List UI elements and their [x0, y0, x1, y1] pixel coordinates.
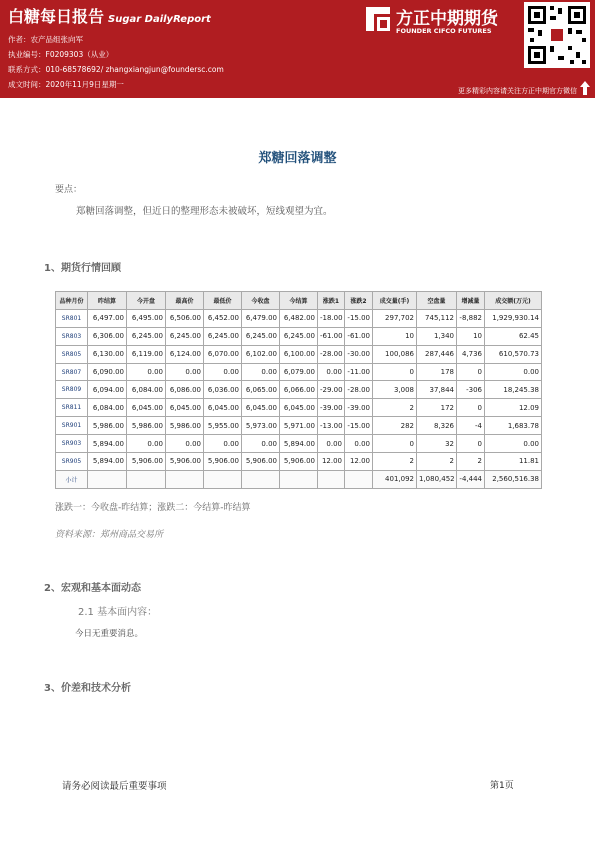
table-cell: -15.00 [345, 309, 373, 327]
table-cell: 6,482.00 [280, 309, 318, 327]
total-cell: 2,560,516.38 [485, 470, 542, 488]
total-cell: 401,092 [373, 470, 417, 488]
table-cell: 287,446 [417, 345, 457, 363]
table-cell: 6,306.00 [88, 327, 127, 345]
table-cell: 6,102.00 [242, 345, 280, 363]
table-row [56, 453, 542, 471]
table-cell: 5,894.00 [88, 453, 127, 471]
report-header [0, 0, 595, 98]
table-row [56, 399, 542, 417]
column-header: 品种月份 [56, 292, 88, 310]
table-cell: 0.00 [318, 435, 345, 453]
contract-code: SR807 [56, 363, 88, 381]
company-logo [364, 4, 512, 38]
table-cell: 0 [457, 399, 485, 417]
table-cell: 5,906.00 [204, 453, 242, 471]
table-cell: -8,882 [457, 309, 485, 327]
total-cell: -4,444 [457, 470, 485, 488]
table-cell: 178 [417, 363, 457, 381]
column-header: 今结算 [280, 292, 318, 310]
table-cell: 6,065.00 [242, 381, 280, 399]
table-cell: 5,906.00 [127, 453, 166, 471]
table-row [56, 327, 542, 345]
table-cell: 6,245.00 [242, 327, 280, 345]
table-cell: 10 [373, 327, 417, 345]
contract-code: SR803 [56, 327, 88, 345]
table-cell: 6,497.00 [88, 309, 127, 327]
table-cell: 0 [457, 363, 485, 381]
total-cell [280, 470, 318, 488]
report-title: 白糖每日报告 Sugar DailyReport [8, 7, 211, 26]
key-points-label: 要点： [55, 185, 83, 195]
table-cell: 3,008 [373, 381, 417, 399]
logo-text-en: FOUNDER CIFCO FUTURES [396, 27, 492, 35]
total-cell [127, 470, 166, 488]
table-cell: 37,844 [417, 381, 457, 399]
logo-text-cn: 方正中期期货 [396, 9, 498, 29]
column-header: 涨跌1 [318, 292, 345, 310]
table-cell: 6,495.00 [127, 309, 166, 327]
table-cell: 5,906.00 [166, 453, 204, 471]
table-cell: 5,986.00 [88, 417, 127, 435]
table-cell: 6,506.00 [166, 309, 204, 327]
table-cell: 0.00 [242, 435, 280, 453]
table-cell: -18.00 [318, 309, 345, 327]
table-cell: 0 [373, 435, 417, 453]
table-cell: 11.81 [485, 453, 542, 471]
contract-code: SR801 [56, 309, 88, 327]
contact-line: 联系方式：010-68578692/ zhangxiangjun@foundersc.com [8, 65, 224, 74]
table-cell: 610,570.73 [485, 345, 542, 363]
table-cell: 4,736 [457, 345, 485, 363]
futures-quote-table [55, 291, 542, 489]
table-row [56, 381, 542, 399]
table-cell: 100,086 [373, 345, 417, 363]
table-cell: 6,245.00 [166, 327, 204, 345]
table-row [56, 435, 542, 453]
logo-mark-icon [364, 5, 392, 33]
table-cell: 282 [373, 417, 417, 435]
table-cell: -28.00 [318, 345, 345, 363]
table-cell: 5,906.00 [280, 453, 318, 471]
table-cell: 6,119.00 [127, 345, 166, 363]
table-cell: -4 [457, 417, 485, 435]
report-subtitle: Sugar DailyReport [108, 14, 211, 25]
table-cell: 6,245.00 [204, 327, 242, 345]
table-cell: -306 [457, 381, 485, 399]
table-cell: 6,094.00 [88, 381, 127, 399]
table-cell: 0.00 [485, 435, 542, 453]
table-cell: 6,079.00 [280, 363, 318, 381]
table-cell: 18,245.38 [485, 381, 542, 399]
table-cell: -28.00 [345, 381, 373, 399]
column-header: 昨结算 [88, 292, 127, 310]
table-cell: 5,955.00 [204, 417, 242, 435]
contract-code: SR903 [56, 435, 88, 453]
table-cell: 12.00 [318, 453, 345, 471]
table-cell: 0.00 [127, 363, 166, 381]
license-line: 执业编号：F0209303（从业） [8, 50, 114, 59]
table-cell: -29.00 [318, 381, 345, 399]
table-row [56, 345, 542, 363]
total-cell [345, 470, 373, 488]
table-cell: 10 [457, 327, 485, 345]
table-cell: 32 [417, 435, 457, 453]
table-body [56, 309, 542, 488]
footer-disclaimer: 请务必阅读最后重要事项 [62, 781, 167, 792]
table-cell: 2 [457, 453, 485, 471]
table-cell: 5,906.00 [242, 453, 280, 471]
table-cell: 6,245.00 [280, 327, 318, 345]
table-row [56, 417, 542, 435]
column-header: 今收盘 [242, 292, 280, 310]
contract-code: SR809 [56, 381, 88, 399]
fundamentals-text: 今日无重要消息。 [75, 629, 144, 639]
table-cell: -61.00 [345, 327, 373, 345]
section-heading-macro: 2、宏观和基本面动态 [44, 583, 141, 594]
total-label: 小计 [56, 470, 88, 488]
table-cell: 0.00 [166, 363, 204, 381]
table-cell: 0.00 [345, 435, 373, 453]
table-cell: 6,245.00 [127, 327, 166, 345]
table-cell: 0.00 [127, 435, 166, 453]
total-cell: 1,080,452 [417, 470, 457, 488]
table-cell: 6,066.00 [280, 381, 318, 399]
table-cell: 6,479.00 [242, 309, 280, 327]
table-cell: 6,130.00 [88, 345, 127, 363]
column-header: 成交额(万元) [485, 292, 542, 310]
table-cell: -30.00 [345, 345, 373, 363]
table-cell: 5,973.00 [242, 417, 280, 435]
table-cell: -39.00 [345, 399, 373, 417]
table-row [56, 309, 542, 327]
total-cell [318, 470, 345, 488]
page-number: 第1页 [490, 781, 514, 791]
table-total-row [56, 470, 542, 488]
table-cell: 6,036.00 [204, 381, 242, 399]
table-cell: 0.00 [318, 363, 345, 381]
table-header-row [56, 292, 542, 310]
key-points-text: 郑糖回落调整，但近日的整理形态未被破坏，短线观望为宜。 [76, 206, 333, 217]
table-note: 涨跌一：今收盘-昨结算；涨跌二：今结算-昨结算 [55, 503, 251, 513]
table-cell: 2 [417, 453, 457, 471]
section-heading-futures: 1、期货行情回顾 [44, 263, 121, 274]
table-cell: 6,100.00 [280, 345, 318, 363]
contract-code: SR811 [56, 399, 88, 417]
total-cell [242, 470, 280, 488]
table-cell: -13.00 [318, 417, 345, 435]
table-cell: 1,340 [417, 327, 457, 345]
table-cell: -61.00 [318, 327, 345, 345]
table-cell: 6,452.00 [204, 309, 242, 327]
banner-note: 更多精彩内容请关注方正中期官方微信 [458, 87, 577, 95]
column-header: 最低价 [204, 292, 242, 310]
table-cell: 6,045.00 [280, 399, 318, 417]
column-header: 今开盘 [127, 292, 166, 310]
table-cell: 172 [417, 399, 457, 417]
table-cell: 12.00 [345, 453, 373, 471]
table-cell: 6,070.00 [204, 345, 242, 363]
table-cell: 6,086.00 [166, 381, 204, 399]
column-header: 空盘量 [417, 292, 457, 310]
data-source: 资料来源：郑州商品交易所 [55, 530, 164, 540]
table-cell: 0 [373, 363, 417, 381]
table-cell: 12.09 [485, 399, 542, 417]
table-cell: 6,045.00 [127, 399, 166, 417]
table-cell: 6,045.00 [166, 399, 204, 417]
contract-code: SR905 [56, 453, 88, 471]
table-cell: 5,894.00 [280, 435, 318, 453]
table-cell: 6,084.00 [88, 399, 127, 417]
column-header: 最高价 [166, 292, 204, 310]
table-cell: 8,326 [417, 417, 457, 435]
table-cell: -15.00 [345, 417, 373, 435]
table-cell: 1,929,930.14 [485, 309, 542, 327]
table-cell: 2 [373, 399, 417, 417]
column-header: 涨跌2 [345, 292, 373, 310]
contract-code: SR901 [56, 417, 88, 435]
total-cell [166, 470, 204, 488]
section-heading-technical: 3、价差和技术分析 [44, 683, 131, 694]
table-cell: 2 [373, 453, 417, 471]
table-cell: 1,683.78 [485, 417, 542, 435]
table-cell: -39.00 [318, 399, 345, 417]
table-cell: 5,986.00 [127, 417, 166, 435]
table-cell: 0.00 [166, 435, 204, 453]
table-cell: 6,045.00 [242, 399, 280, 417]
author-line: 作者：农产品组张向军 [8, 35, 83, 44]
column-header: 增减量 [457, 292, 485, 310]
table-cell: 5,986.00 [166, 417, 204, 435]
table-cell: 5,971.00 [280, 417, 318, 435]
table-row [56, 363, 542, 381]
table-cell: 6,084.00 [127, 381, 166, 399]
table-cell: 297,702 [373, 309, 417, 327]
table-cell: 0.00 [204, 435, 242, 453]
table-cell: -11.00 [345, 363, 373, 381]
qr-code-icon [524, 2, 590, 68]
table-cell: 6,045.00 [204, 399, 242, 417]
table-cell: 0.00 [204, 363, 242, 381]
date-line: 成文时间：2020年11月9日星期一 [8, 80, 124, 89]
column-header: 成交量(手) [373, 292, 417, 310]
table-cell: 6,124.00 [166, 345, 204, 363]
table-cell: 0.00 [242, 363, 280, 381]
table-cell: 745,112 [417, 309, 457, 327]
table-cell: 5,894.00 [88, 435, 127, 453]
table-cell: 6,090.00 [88, 363, 127, 381]
table-cell: 0.00 [485, 363, 542, 381]
total-cell [88, 470, 127, 488]
total-cell [204, 470, 242, 488]
contract-code: SR805 [56, 345, 88, 363]
table-cell: 0 [457, 435, 485, 453]
up-arrow-icon [579, 80, 591, 96]
subsection-heading-fundamentals: 2.1 基本面内容： [78, 607, 158, 618]
table-cell: 62.45 [485, 327, 542, 345]
document-title: 郑糖回落调整 [258, 151, 337, 166]
